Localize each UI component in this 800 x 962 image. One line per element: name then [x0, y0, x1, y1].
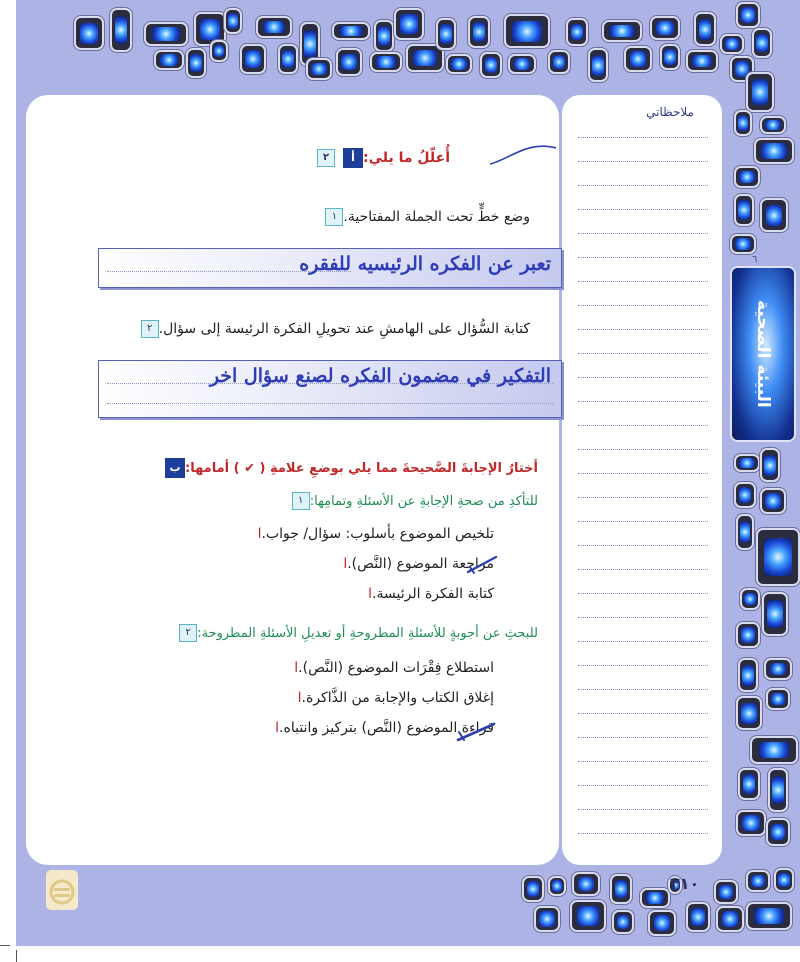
tile-decoration: [482, 54, 500, 76]
question-item: [317, 208, 530, 226]
sub-question-text: للبحثِ عن أجوبةٍ للأسئلةِ المطروحةِ أو تعديلِ الأسئلةِ المطروحة:: [197, 625, 538, 641]
tile-decoration: [308, 60, 330, 78]
notes-line: [578, 833, 708, 834]
option-text: قراءة الموضوع (النَّص) بتركيز وانتباه.: [279, 720, 494, 736]
question-text: كتابة السُّؤال على الهامشِ عند تحويلِ الفكرة الرئيسة إلى سؤال.: [158, 321, 530, 337]
notes-line: [578, 209, 708, 210]
page-number: ٢١٠: [670, 874, 700, 893]
tile-decoration: [754, 30, 770, 56]
answer-option[interactable]: [246, 526, 494, 542]
option-marker: ا: [257, 526, 262, 542]
tile-decoration: [764, 594, 786, 634]
crop-mark: [16, 950, 17, 962]
tile-decoration: [550, 878, 564, 894]
tile-decoration: [722, 36, 742, 52]
tile-decoration: [748, 872, 768, 890]
notes-line: [578, 737, 708, 738]
option-text: كتابة الفكرة الرئيسة.: [372, 586, 494, 602]
tile-decoration: [732, 236, 754, 252]
notes-line: [578, 665, 708, 666]
notes-line: [578, 617, 708, 618]
notes-line: [578, 353, 708, 354]
notes-line: [578, 401, 708, 402]
tile-decoration: [408, 46, 442, 70]
tile-decoration: [510, 56, 534, 72]
tile-decoration: [768, 690, 788, 708]
sub-question: [284, 492, 538, 510]
tile-decoration: [736, 196, 752, 224]
option-text: تلخيص الموضوع بأسلوب: سؤال/ جواب.: [261, 526, 494, 542]
tile-decoration: [736, 456, 758, 470]
tile-decoration: [470, 18, 488, 46]
notes-line: [578, 497, 708, 498]
tile-decoration: [612, 876, 630, 902]
option-text: مراجعة الموضوع (النَّص).: [347, 556, 494, 572]
answer-option[interactable]: [356, 586, 494, 602]
notes-line: [578, 761, 708, 762]
tile-decoration: [604, 22, 640, 40]
tile-decoration: [338, 50, 360, 74]
tile-decoration: [762, 200, 786, 230]
crop-mark: [0, 945, 10, 946]
tile-decoration: [506, 16, 548, 46]
tile-decoration: [762, 450, 778, 480]
tile-decoration: [768, 820, 788, 844]
unit-title: البيئة الصحية: [753, 300, 773, 408]
item-number-badge: ٢: [141, 320, 159, 338]
section-a-title: أُعلّلُ ما يلي:: [363, 150, 450, 166]
question-text: وضع خطٍّ تحت الجملة المفتاحية.: [343, 209, 530, 225]
sub-question: [171, 624, 538, 642]
answer-text: التفكير في مضمون الفكره لصنع سؤال اخر: [209, 365, 551, 387]
tile-decoration: [762, 490, 784, 512]
tile-decoration: [736, 484, 754, 506]
notes-line: [578, 713, 708, 714]
tile-decoration: [536, 908, 558, 930]
tile-decoration: [688, 904, 708, 930]
notes-line: [578, 305, 708, 306]
tile-decoration: [688, 52, 716, 70]
notes-line: [578, 425, 708, 426]
tile-decoration: [650, 912, 674, 934]
tile-decoration: [302, 24, 318, 64]
tile-decoration: [738, 624, 758, 646]
item-number-badge: ١: [325, 208, 343, 226]
unit-number: ٦: [752, 254, 758, 265]
tile-decoration: [280, 46, 296, 72]
answer-option[interactable]: [286, 690, 494, 706]
tile-decoration: [574, 874, 598, 894]
tile-decoration: [742, 590, 758, 608]
notes-line: [578, 329, 708, 330]
publisher-logo-icon: [44, 868, 80, 912]
answer-text: تعبر عن الفكره الرئيسيه للفقره: [299, 253, 551, 275]
item-number-badge: ١: [292, 492, 310, 510]
tile-decoration: [112, 10, 130, 50]
tile-decoration: [396, 10, 422, 38]
tile-decoration: [212, 42, 226, 60]
notes-line: [578, 593, 708, 594]
tile-decoration: [626, 48, 650, 70]
tile-decoration: [448, 56, 470, 72]
option-text: إغلاق الكتاب والإجابة من الذَّاكرة.: [301, 690, 494, 706]
tile-decoration: [752, 738, 796, 762]
item-number-badge: ٢: [179, 624, 197, 642]
notes-line: [578, 185, 708, 186]
tile-decoration: [740, 660, 756, 690]
tile-decoration: [766, 660, 790, 678]
check-mark-icon: [466, 554, 500, 576]
notes-line: [578, 449, 708, 450]
answer-option[interactable]: [282, 660, 494, 676]
notes-line: [578, 233, 708, 234]
tile-decoration: [652, 18, 678, 38]
tile-decoration: [738, 698, 760, 728]
tile-decoration: [590, 50, 606, 80]
question-item: [133, 320, 530, 338]
notes-line: [578, 521, 708, 522]
notes-panel: [562, 95, 722, 865]
tile-decoration: [146, 24, 186, 44]
tile-decoration: [716, 882, 736, 902]
tile-decoration: [372, 54, 400, 70]
tile-decoration: [740, 770, 758, 798]
tile-decoration: [642, 890, 668, 906]
tile-decoration: [258, 18, 290, 36]
tile-decoration: [738, 516, 752, 548]
notes-line: [578, 689, 708, 690]
tile-decoration: [718, 908, 742, 930]
notes-line: [578, 473, 708, 474]
tile-decoration: [550, 52, 568, 72]
tile-decoration: [334, 24, 368, 38]
tile-decoration: [196, 14, 224, 44]
notes-line: [578, 785, 708, 786]
notes-line: [578, 137, 708, 138]
notes-line: [578, 161, 708, 162]
tile-decoration: [738, 812, 764, 834]
option-marker: ا: [294, 660, 299, 676]
answer-box[interactable]: [98, 360, 562, 418]
tile-decoration: [524, 878, 542, 900]
notes-line: [578, 377, 708, 378]
notes-line: [578, 545, 708, 546]
notes-line: [578, 809, 708, 810]
tile-decoration: [376, 22, 392, 50]
unit-tab: [732, 268, 794, 440]
tile-decoration: [776, 870, 792, 890]
notes-line: [578, 569, 708, 570]
tile-decoration: [736, 112, 750, 134]
section-a-heading: [309, 148, 450, 168]
tile-decoration: [156, 52, 182, 68]
option-marker: ا: [297, 690, 302, 706]
tile-decoration: [696, 14, 714, 44]
tile-decoration: [748, 904, 790, 928]
notes-line: [578, 641, 708, 642]
question-number-badge: ٢: [317, 149, 335, 167]
tile-decoration: [438, 20, 454, 48]
heading-swoosh-icon: [488, 138, 558, 168]
tile-decoration: [226, 10, 240, 32]
option-marker: ا: [368, 586, 373, 602]
tile-decoration: [748, 74, 772, 110]
tile-decoration: [242, 46, 264, 72]
section-b-title: أختارُ الإجابةَ الصَّحيحةَ مما يلي بوضعِ علامةِ ( ✔ ) أمامها:: [185, 460, 538, 476]
tile-decoration: [614, 912, 632, 932]
tile-decoration: [736, 168, 758, 186]
sub-question-text: للتأكدِ من صحةِ الإجابةِ عن الأسئلةِ وتمامِها:: [309, 493, 538, 509]
answer-dotted-line: [107, 403, 553, 404]
check-mark-icon: [456, 720, 496, 742]
notes-title: ملاحظاتي: [646, 105, 694, 119]
tile-decoration: [758, 530, 798, 584]
tile-decoration: [770, 770, 786, 810]
tile-decoration: [756, 140, 792, 162]
notes-line: [578, 257, 708, 258]
answer-box[interactable]: [98, 248, 562, 288]
section-b-heading: [157, 458, 538, 478]
option-marker: ا: [275, 720, 280, 736]
tile-decoration: [188, 50, 204, 76]
tile-decoration: [738, 4, 758, 26]
tile-decoration: [572, 902, 604, 930]
tile-decoration: [568, 20, 586, 44]
option-text: استطلاع فِقْرَات الموضوع (النَّص).: [298, 660, 494, 676]
tile-decoration: [662, 46, 678, 68]
section-letter-badge: ب: [165, 458, 185, 478]
notes-line: [578, 281, 708, 282]
tile-decoration: [76, 18, 102, 48]
section-letter-badge: أ: [343, 148, 363, 168]
option-marker: ا: [343, 556, 348, 572]
tile-decoration: [762, 118, 784, 132]
